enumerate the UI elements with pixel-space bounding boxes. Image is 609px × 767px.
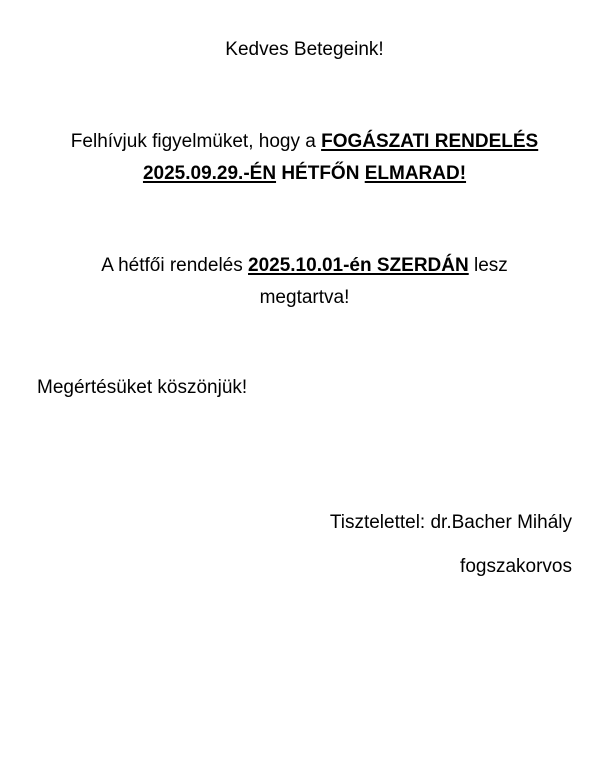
reschedule-prefix: A hétfői rendelés — [101, 255, 249, 276]
reschedule-line-1 — [0, 254, 609, 278]
greeting: Kedves Betegeink! — [225, 39, 384, 60]
notice-status: ELMARAD! — [364, 163, 467, 184]
notice-day: HÉTFŐN — [281, 163, 360, 184]
signature-closing: Tisztelettel: dr.Bacher Mihály — [329, 512, 572, 533]
notice-date: 2025.09.29.-ÉN — [142, 163, 277, 184]
thanks-text: Megértésüket köszönjük! — [37, 377, 248, 398]
reschedule-date: 2025.10.01-én SZERDÁN — [248, 255, 469, 276]
notice-line-2 — [0, 162, 609, 186]
signature-title: fogszakorvos — [460, 556, 572, 577]
reschedule-suffix: lesz — [468, 255, 508, 276]
reschedule-line-2: megtartva! — [259, 287, 350, 308]
notice-highlight-service: FOGÁSZATI RENDELÉS — [321, 131, 539, 152]
notice-prefix: Felhívjuk figyelmüket, hogy a — [70, 131, 322, 152]
notice-line-1 — [0, 130, 609, 154]
